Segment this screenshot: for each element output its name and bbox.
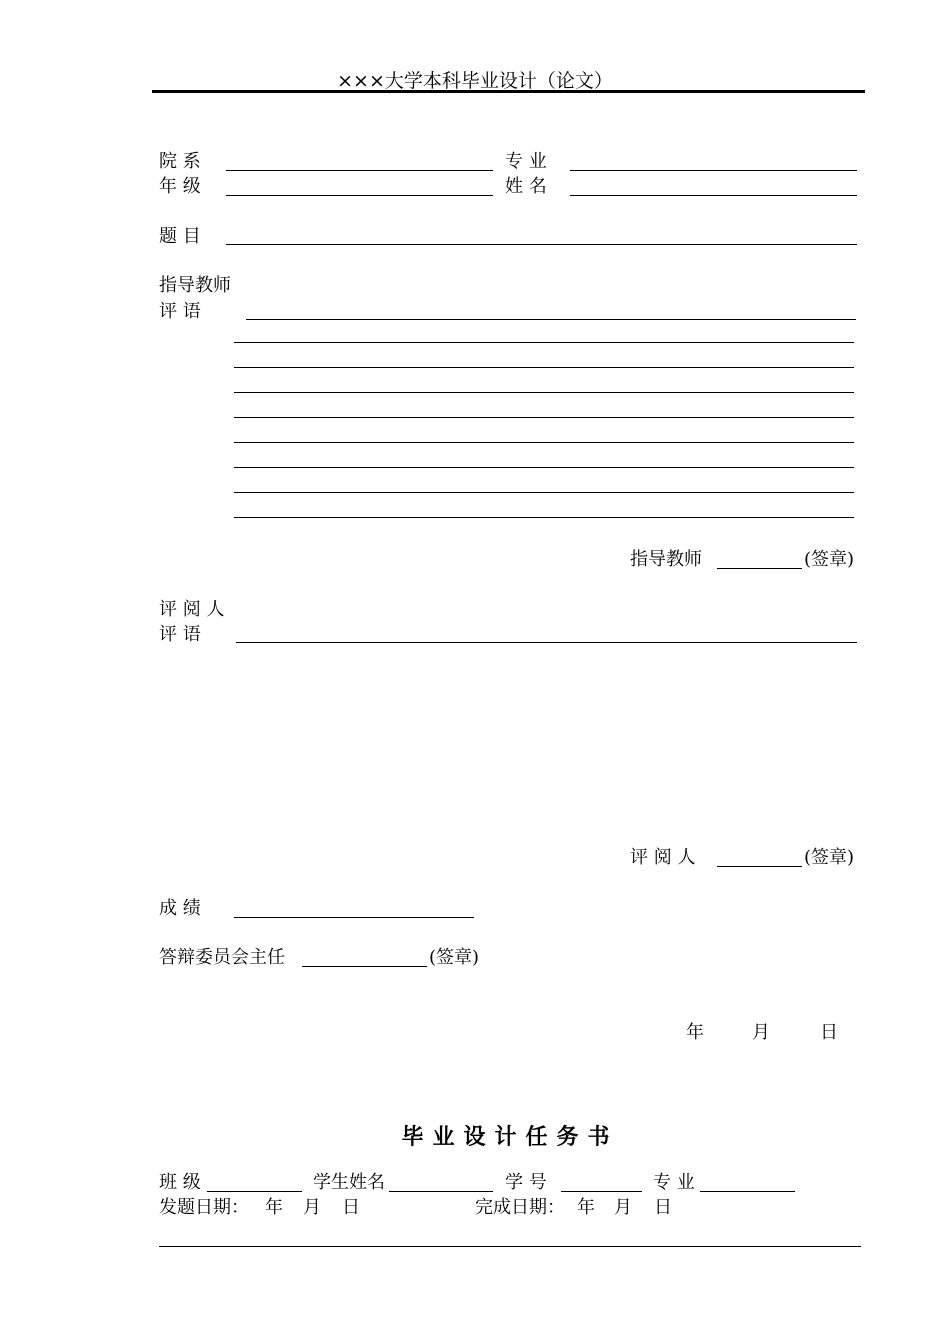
class-field[interactable] — [207, 1191, 302, 1192]
complete-date-label: 完成日期： — [475, 1197, 565, 1218]
reviewer-signature-field[interactable] — [717, 866, 802, 867]
topic-label: 题 目 — [159, 226, 201, 247]
advisor-comment-line[interactable] — [246, 319, 856, 320]
student-name-field[interactable] — [570, 195, 857, 196]
date-year-label: 年 — [686, 1022, 704, 1043]
reviewer-comment-line[interactable] — [236, 642, 857, 643]
major-field[interactable] — [570, 170, 857, 171]
advisor-seal-label: (签章) — [804, 549, 855, 570]
committee-chair-label: 答辩委员会主任 — [159, 947, 285, 968]
issue-day-label: 日 — [342, 1197, 360, 1218]
advisor-comment-line[interactable] — [234, 492, 854, 493]
student-id-label: 学 号 — [505, 1172, 547, 1193]
advisor-signature-field[interactable] — [717, 568, 802, 569]
committee-chair-signature-field[interactable] — [302, 966, 427, 967]
header-rule — [152, 90, 865, 93]
student-name-label: 姓 名 — [505, 176, 547, 197]
complete-year-label: 年 — [577, 1197, 595, 1218]
issue-date-label: 发题日期： — [159, 1197, 249, 1218]
date-month-label: 月 — [752, 1022, 770, 1043]
grade-year-label: 年 级 — [159, 176, 201, 197]
grade-field[interactable] — [234, 917, 474, 918]
student-name-task-field[interactable] — [389, 1191, 493, 1192]
committee-seal-label: (签章) — [429, 947, 480, 968]
topic-field[interactable] — [226, 244, 857, 245]
complete-day-label: 日 — [654, 1197, 672, 1218]
task-book-title: 毕业设计任务书 — [401, 1125, 619, 1150]
class-label: 班 级 — [159, 1172, 201, 1193]
reviewer-comments-label-2: 评 语 — [159, 624, 201, 645]
reviewer-comments-label: 评 阅 人 — [159, 599, 225, 620]
reviewer-seal-label: (签章) — [804, 847, 855, 868]
major-label: 专 业 — [505, 151, 547, 172]
grade-label: 成 绩 — [159, 898, 201, 919]
issue-year-label: 年 — [265, 1197, 283, 1218]
advisor-comment-line[interactable] — [234, 417, 854, 418]
grade-year-field[interactable] — [226, 195, 493, 196]
reviewer-signature-label: 评 阅 人 — [630, 847, 696, 868]
issue-month-label: 月 — [303, 1197, 321, 1218]
advisor-comment-line[interactable] — [234, 467, 854, 468]
date-day-label: 日 — [820, 1022, 838, 1043]
advisor-comment-line[interactable] — [234, 367, 854, 368]
advisor-comment-line[interactable] — [234, 517, 854, 518]
advisor-comments-label: 指导教师 — [159, 275, 231, 296]
bottom-rule — [159, 1246, 861, 1247]
department-label: 院 系 — [159, 151, 201, 172]
advisor-comment-line[interactable] — [234, 342, 854, 343]
student-name-task-label: 学生姓名 — [313, 1172, 385, 1193]
page-header-title: ×××大学本科毕业设计（论文） — [337, 70, 613, 92]
task-major-field[interactable] — [700, 1191, 795, 1192]
task-major-label: 专 业 — [653, 1172, 695, 1193]
advisor-signature-label: 指导教师 — [630, 549, 702, 570]
advisor-comments-label-2: 评 语 — [159, 301, 201, 322]
student-id-field[interactable] — [561, 1191, 642, 1192]
advisor-comment-line[interactable] — [234, 442, 854, 443]
advisor-comment-line[interactable] — [234, 392, 854, 393]
complete-month-label: 月 — [614, 1197, 632, 1218]
department-field[interactable] — [226, 170, 493, 171]
